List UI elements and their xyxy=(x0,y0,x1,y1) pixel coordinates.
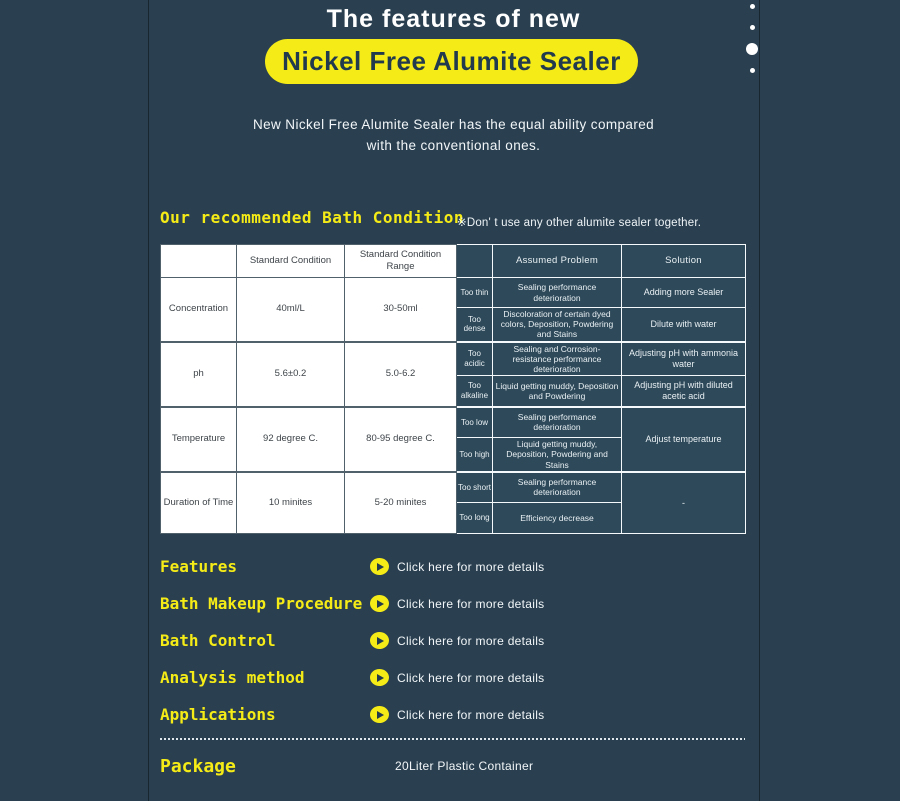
play-button[interactable] xyxy=(370,595,389,612)
cell-standard: 5.6±0.2 xyxy=(237,342,345,407)
cell-problem: Sealing performance deterioration xyxy=(493,472,622,503)
highlight-pill-text: Nickel Free Alumite Sealer xyxy=(282,46,621,76)
cell-parameter: Concentration xyxy=(161,278,237,342)
cell-problem: Efficiency decrease xyxy=(493,503,622,534)
cell-standard: 92 degree C. xyxy=(237,407,345,472)
link-label-features[interactable]: Features xyxy=(160,557,238,576)
link-cta[interactable]: Click here for more details xyxy=(397,670,545,685)
cell-range: 80-95 degree C. xyxy=(345,407,457,472)
subtitle-line-2: with the conventional ones. xyxy=(366,138,541,153)
cell-standard: 40ml/L xyxy=(237,278,345,342)
play-button[interactable] xyxy=(370,558,389,575)
highlight-pill xyxy=(265,39,638,84)
play-icon xyxy=(377,637,384,645)
table-row xyxy=(161,407,746,438)
cell-problem: Liquid getting muddy, Deposition and Powdering xyxy=(493,376,622,407)
link-row-applications xyxy=(160,696,745,733)
cell-condition: Too thin xyxy=(457,278,493,308)
cell-condition: Too acidic xyxy=(457,342,493,376)
header-assumed-problem: Assumed Problem xyxy=(493,245,622,278)
link-label-analysis-method[interactable]: Analysis method xyxy=(160,668,305,687)
quick-links xyxy=(160,548,745,733)
cell-condition: Too alkaline xyxy=(457,376,493,407)
cell-range: 30-50ml xyxy=(345,278,457,342)
header-standard-condition-range: Standard Condition Range xyxy=(345,245,457,278)
cell-parameter: Duration of Time xyxy=(161,472,237,534)
header-case xyxy=(457,245,493,278)
package-heading: Package xyxy=(160,755,236,777)
cell-parameter: Temperature xyxy=(161,407,237,472)
table-header-row xyxy=(161,245,746,278)
bath-condition-note: ※Don' t use any other alumite sealer together. xyxy=(457,217,702,229)
link-row-bath-makeup-procedure xyxy=(160,585,745,622)
header-parameter xyxy=(161,245,237,278)
link-row-bath-control xyxy=(160,622,745,659)
link-label-applications[interactable]: Applications xyxy=(160,705,276,724)
link-row-features xyxy=(160,548,745,585)
bath-condition-table xyxy=(160,244,746,534)
play-button[interactable] xyxy=(370,632,389,649)
table-row xyxy=(161,278,746,308)
link-cta[interactable]: Click here for more details xyxy=(397,633,545,648)
play-button[interactable] xyxy=(370,669,389,686)
cell-solution: - xyxy=(622,472,746,534)
link-cta[interactable]: Click here for more details xyxy=(397,596,545,611)
play-icon xyxy=(377,600,384,608)
main-content xyxy=(148,0,759,801)
cell-problem: Sealing performance deterioration xyxy=(493,278,622,308)
cell-range: 5.0-6.2 xyxy=(345,342,457,407)
header-standard-condition: Standard Condition xyxy=(237,245,345,278)
cell-standard: 10 minites xyxy=(237,472,345,534)
subtitle-line-1: New Nickel Free Alumite Sealer has the equal ability compared xyxy=(252,117,655,132)
play-icon xyxy=(377,563,384,571)
table-row xyxy=(161,472,746,503)
cell-problem: Liquid getting muddy, Deposition, Powdering and Stains xyxy=(493,438,622,472)
cell-condition: Too high xyxy=(457,438,493,472)
cell-parameter: ph xyxy=(161,342,237,407)
header-solution: Solution xyxy=(622,245,746,278)
cell-problem: Sealing and Corrosion-resistance performance deterioration xyxy=(493,342,622,376)
cell-range: 5-20 minites xyxy=(345,472,457,534)
page-subtitle xyxy=(148,114,759,156)
link-cta[interactable]: Click here for more details xyxy=(397,707,545,722)
cell-solution: Adjusting pH with diluted acetic acid xyxy=(622,376,746,407)
package-value: 20Liter Plastic Container xyxy=(395,759,534,773)
cell-solution: Adding more Sealer xyxy=(622,278,746,308)
cell-solution: Adjust temperature xyxy=(622,407,746,472)
link-row-analysis-method xyxy=(160,659,745,696)
page-title: The features of new xyxy=(326,5,581,33)
cell-problem: Sealing performance deterioration xyxy=(493,407,622,438)
play-icon xyxy=(377,674,384,682)
package-section xyxy=(160,750,745,782)
cell-condition: Too long xyxy=(457,503,493,534)
table-row xyxy=(161,342,746,376)
play-button[interactable] xyxy=(370,706,389,723)
link-cta[interactable]: Click here for more details xyxy=(397,559,545,574)
play-icon xyxy=(377,711,384,719)
bath-condition-heading: Our recommended Bath Condition xyxy=(160,208,464,227)
cell-solution: Adjusting pH with ammonia water xyxy=(622,342,746,376)
cell-condition: Too low xyxy=(457,407,493,438)
dotted-divider xyxy=(160,738,745,740)
link-label-bath-control[interactable]: Bath Control xyxy=(160,631,276,650)
link-label-bath-makeup-procedure[interactable]: Bath Makeup Procedure xyxy=(160,594,363,613)
cell-solution: Dilute with water xyxy=(622,308,746,342)
cell-problem: Discoloration of certain dyed colors, Deposition, Powdering and Stains xyxy=(493,308,622,342)
cell-condition: Too short xyxy=(457,472,493,503)
right-page-border xyxy=(759,0,760,801)
cell-condition: Too dense xyxy=(457,308,493,342)
